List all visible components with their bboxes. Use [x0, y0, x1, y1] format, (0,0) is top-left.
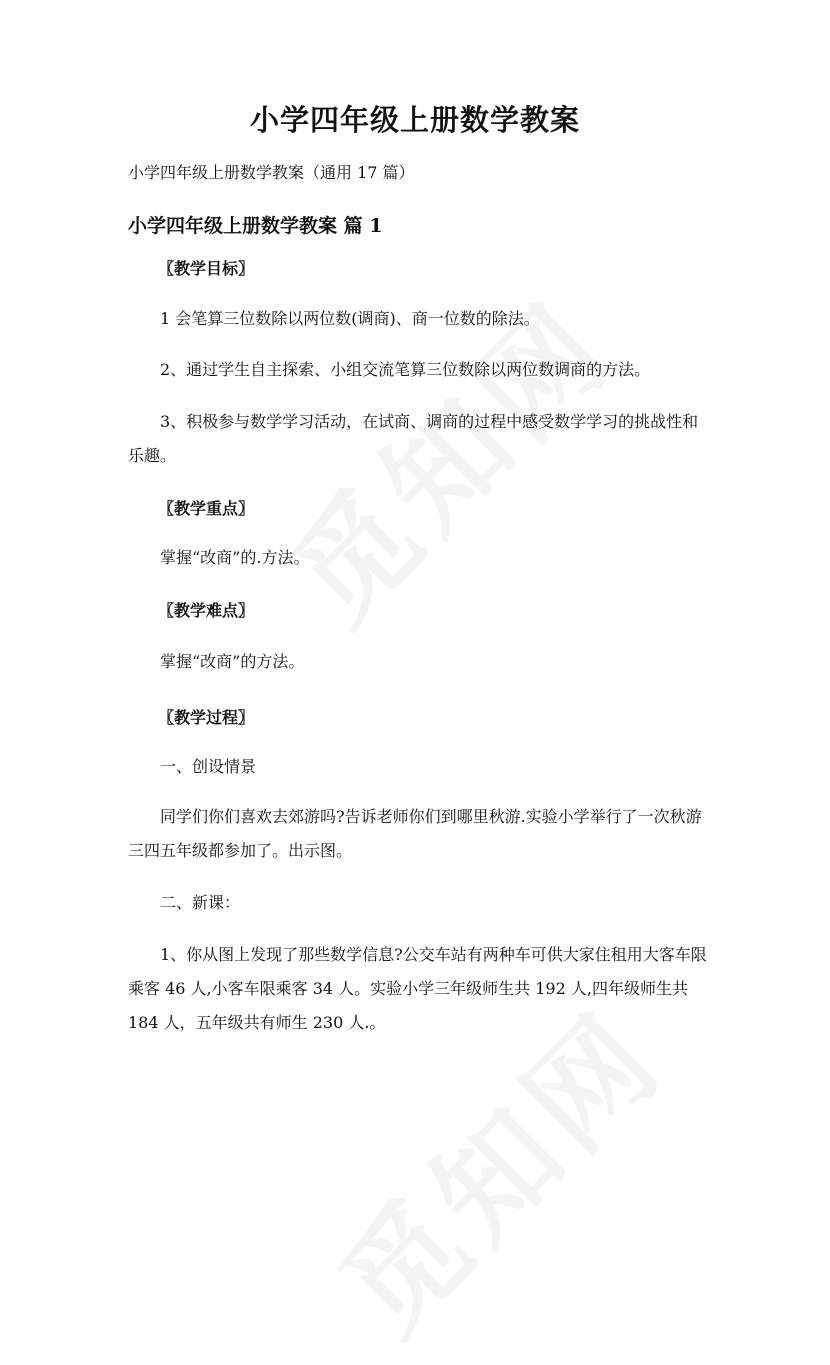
paragraph-goal-2: 2、通过学生自主探索、小组交流笔算三位数除以两位数调商的方法。 — [160, 360, 651, 379]
label-teaching-process: 〖教学过程〗 — [158, 708, 255, 727]
section-heading: 小学四年级上册数学教案 篇 1 — [128, 215, 383, 237]
paragraph-step-1-text: 同学们你们喜欢去郊游吗?告诉老师你们到哪里秋游.实验小学举行了一次秋游三四五年级都参加了。出示图。 — [128, 807, 702, 860]
paragraph-goal-1: 1 会笔算三位数除以两位数(调商)、商一位数的除法。 — [160, 309, 540, 328]
paragraph-key-point: 掌握“改商”的.方法。 — [160, 548, 310, 567]
paragraph-difficulty: 掌握“改商”的方法。 — [160, 652, 305, 671]
paragraph-step-1-title: 一、创设情景 — [160, 757, 257, 776]
paragraph-step-2-title: 二、新课： — [160, 893, 241, 912]
document-title: 小学四年级上册数学教案 — [249, 103, 580, 137]
label-teaching-goals: 〖教学目标〗 — [158, 259, 255, 278]
document-subtitle: 小学四年级上册数学教案（通用 17 篇） — [128, 163, 415, 182]
label-difficulties: 〖教学难点〗 — [158, 601, 255, 620]
label-key-points: 〖教学重点〗 — [158, 499, 255, 518]
paragraph-goal-3: 3、积极参与数学学习活动，在试商、调商的过程中感受数学学习的挑战性和乐趣。 — [128, 412, 699, 465]
paragraph-step-2-text: 1、你从图上发现了那些数学信息?公交车站有两种车可供大家住租用大客车限乘客 46 人,小客车限乘客 34 人。实验小学三年级师生共 192 人,四年级师生共 184 人，五年级共有师生 230 人.。 — [128, 945, 707, 1032]
